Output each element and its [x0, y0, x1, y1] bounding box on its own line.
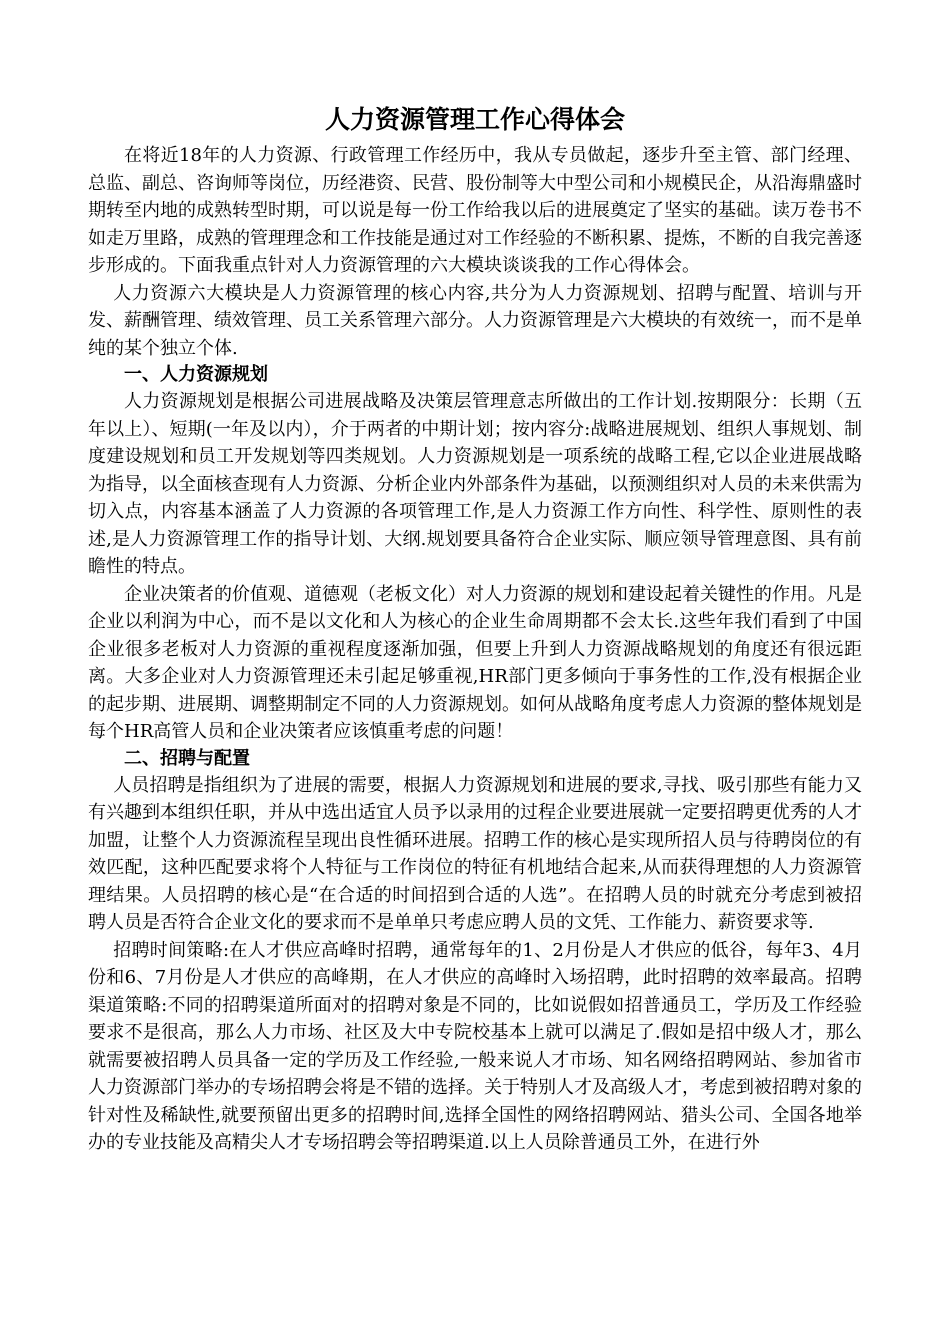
planning-paragraph-2: 企业决策者的价值观、道德观（老板文化）对人力资源的规划和建设起着关键性的作用。凡是企业以利润为中心，而不是以文化和人为核心的企业生命周期都不会太长.这些年我们看到了中国企业很多老板对人力资源的重视程度逐渐加强，但要上升到人力资源战略规划的角度还有很远距离。大多企业对人力资源管理还未引起足够重视,HR部门更多倾向于事务性的工作,没有根据企业的起步期、进展期、调整期制定不同的人力资源规划。如何从战略角度考虑人力资源的整体规划是每个HR高管人员和企业决策者应该慎重考虑的问题！ [88, 583, 862, 742]
recruitment-paragraph-2: 招聘时间策略:在人才供应高峰时招聘，通常每年的1、2月份是人才供应的低谷，每年3、4月份和6、7月份是人才供应的高峰期，在人才供应的高峰时入场招聘，此时招聘的效率最高。招聘渠道策略:不同的招聘渠道所面对的招聘对象是不同的，比如说假如招普通员工，学历及工作经验要求不是很高，那么人力市场、社区及大中专院校基本上就可以满足了.假如是招中级人才，那么就需要被招聘人员具备一定的学历及工作经验,一般来说人才市场、知名网络招聘网站、参加省市人力资源部门举办的专场招聘会将是不错的选择。关于特别人才及高级人才，考虑到被招聘对象的针对性及稀缺性,就要预留出更多的招聘时间,选择全国性的网络招聘网站、猎头公司、全国各地举办的专业技能及高精尖人才专场招聘会等招聘渠道.以上人员除普通员工外，在进行外 [88, 939, 862, 1153]
document-title: 人力资源管理工作心得体会 [324, 105, 625, 134]
planning-paragraph-1: 人力资源规划是根据公司进展战略及决策层管理意志所做出的工作计划.按期限分：长期（五年以上）、短期(一年及以内），介于两者的中期计划；按内容分:战略进展规划、组织人事规划、制度建设规划和员工开发规划等四类规划。人力资源规划是一项系统的战略工程,它以企业进展战略为指导，以全面核查现有人力资源、分析企业内外部条件为基础，以预测组织对人员的未来供需为切入点，内容基本涵盖了人力资源的各项管理工作,是人力资源工作方向性、科学性、原则性的表述,是人力资源管理工作的指导计划、大纲.规划要具备符合企业实际、顺应领导管理意图、具有前瞻性的特点。 [88, 391, 862, 577]
document-page [88, 100, 862, 1157]
section-heading-planning: 一、人力资源规划 [124, 364, 268, 385]
section-heading-recruitment: 二、招聘与配置 [124, 747, 250, 769]
intro-paragraph-1: 在将近18年的人力资源、行政管理工作经历中，我从专员做起，逐步升至主管、部门经理、总监、副总、咨询师等岗位，历经港资、民营、股份制等大中型公司和小规模民企，从沿海鼎盛时期转至内地的成熟转型时期，可以说是每一份工作给我以后的进展奠定了坚实的基础。读万卷书不如走万里路，成熟的管理理念和工作技能是通过对工作经验的不断积累、提炼，不断的自我完善逐步形成的。下面我重点针对人力资源管理的六大模块谈谈我的工作心得体会。 [88, 145, 862, 276]
intro-paragraph-2: 人力资源六大模块是人力资源管理的核心内容,共分为人力资源规划、招聘与配置、培训与开发、薪酬管理、绩效管理、员工关系管理六部分。人力资源管理是六大模块的有效统一，而不是单纯的某个独立个体. [88, 282, 862, 359]
recruitment-paragraph-1: 人员招聘是指组织为了进展的需要，根据人力资源规划和进展的要求,寻找、吸引那些有能力又有兴趣到本组织任职，并从中选出适宜人员予以录用的过程企业要进展就一定要招聘更优秀的人才加盟，让整个人力资源流程呈现出良性循环进展。招聘工作的核心是实现所招人员与待聘岗位的有效匹配，这种匹配要求将个人特征与工作岗位的特征有机地结合起来,从而获得理想的人力资源管理结果。人员招聘的核心是“在合适的时间招到合适的人选”。在招聘人员的时就充分考虑到被招聘人员是否符合企业文化的要求而不是单单只考虑应聘人员的文凭、工作能力、薪资要求等. [88, 774, 862, 933]
